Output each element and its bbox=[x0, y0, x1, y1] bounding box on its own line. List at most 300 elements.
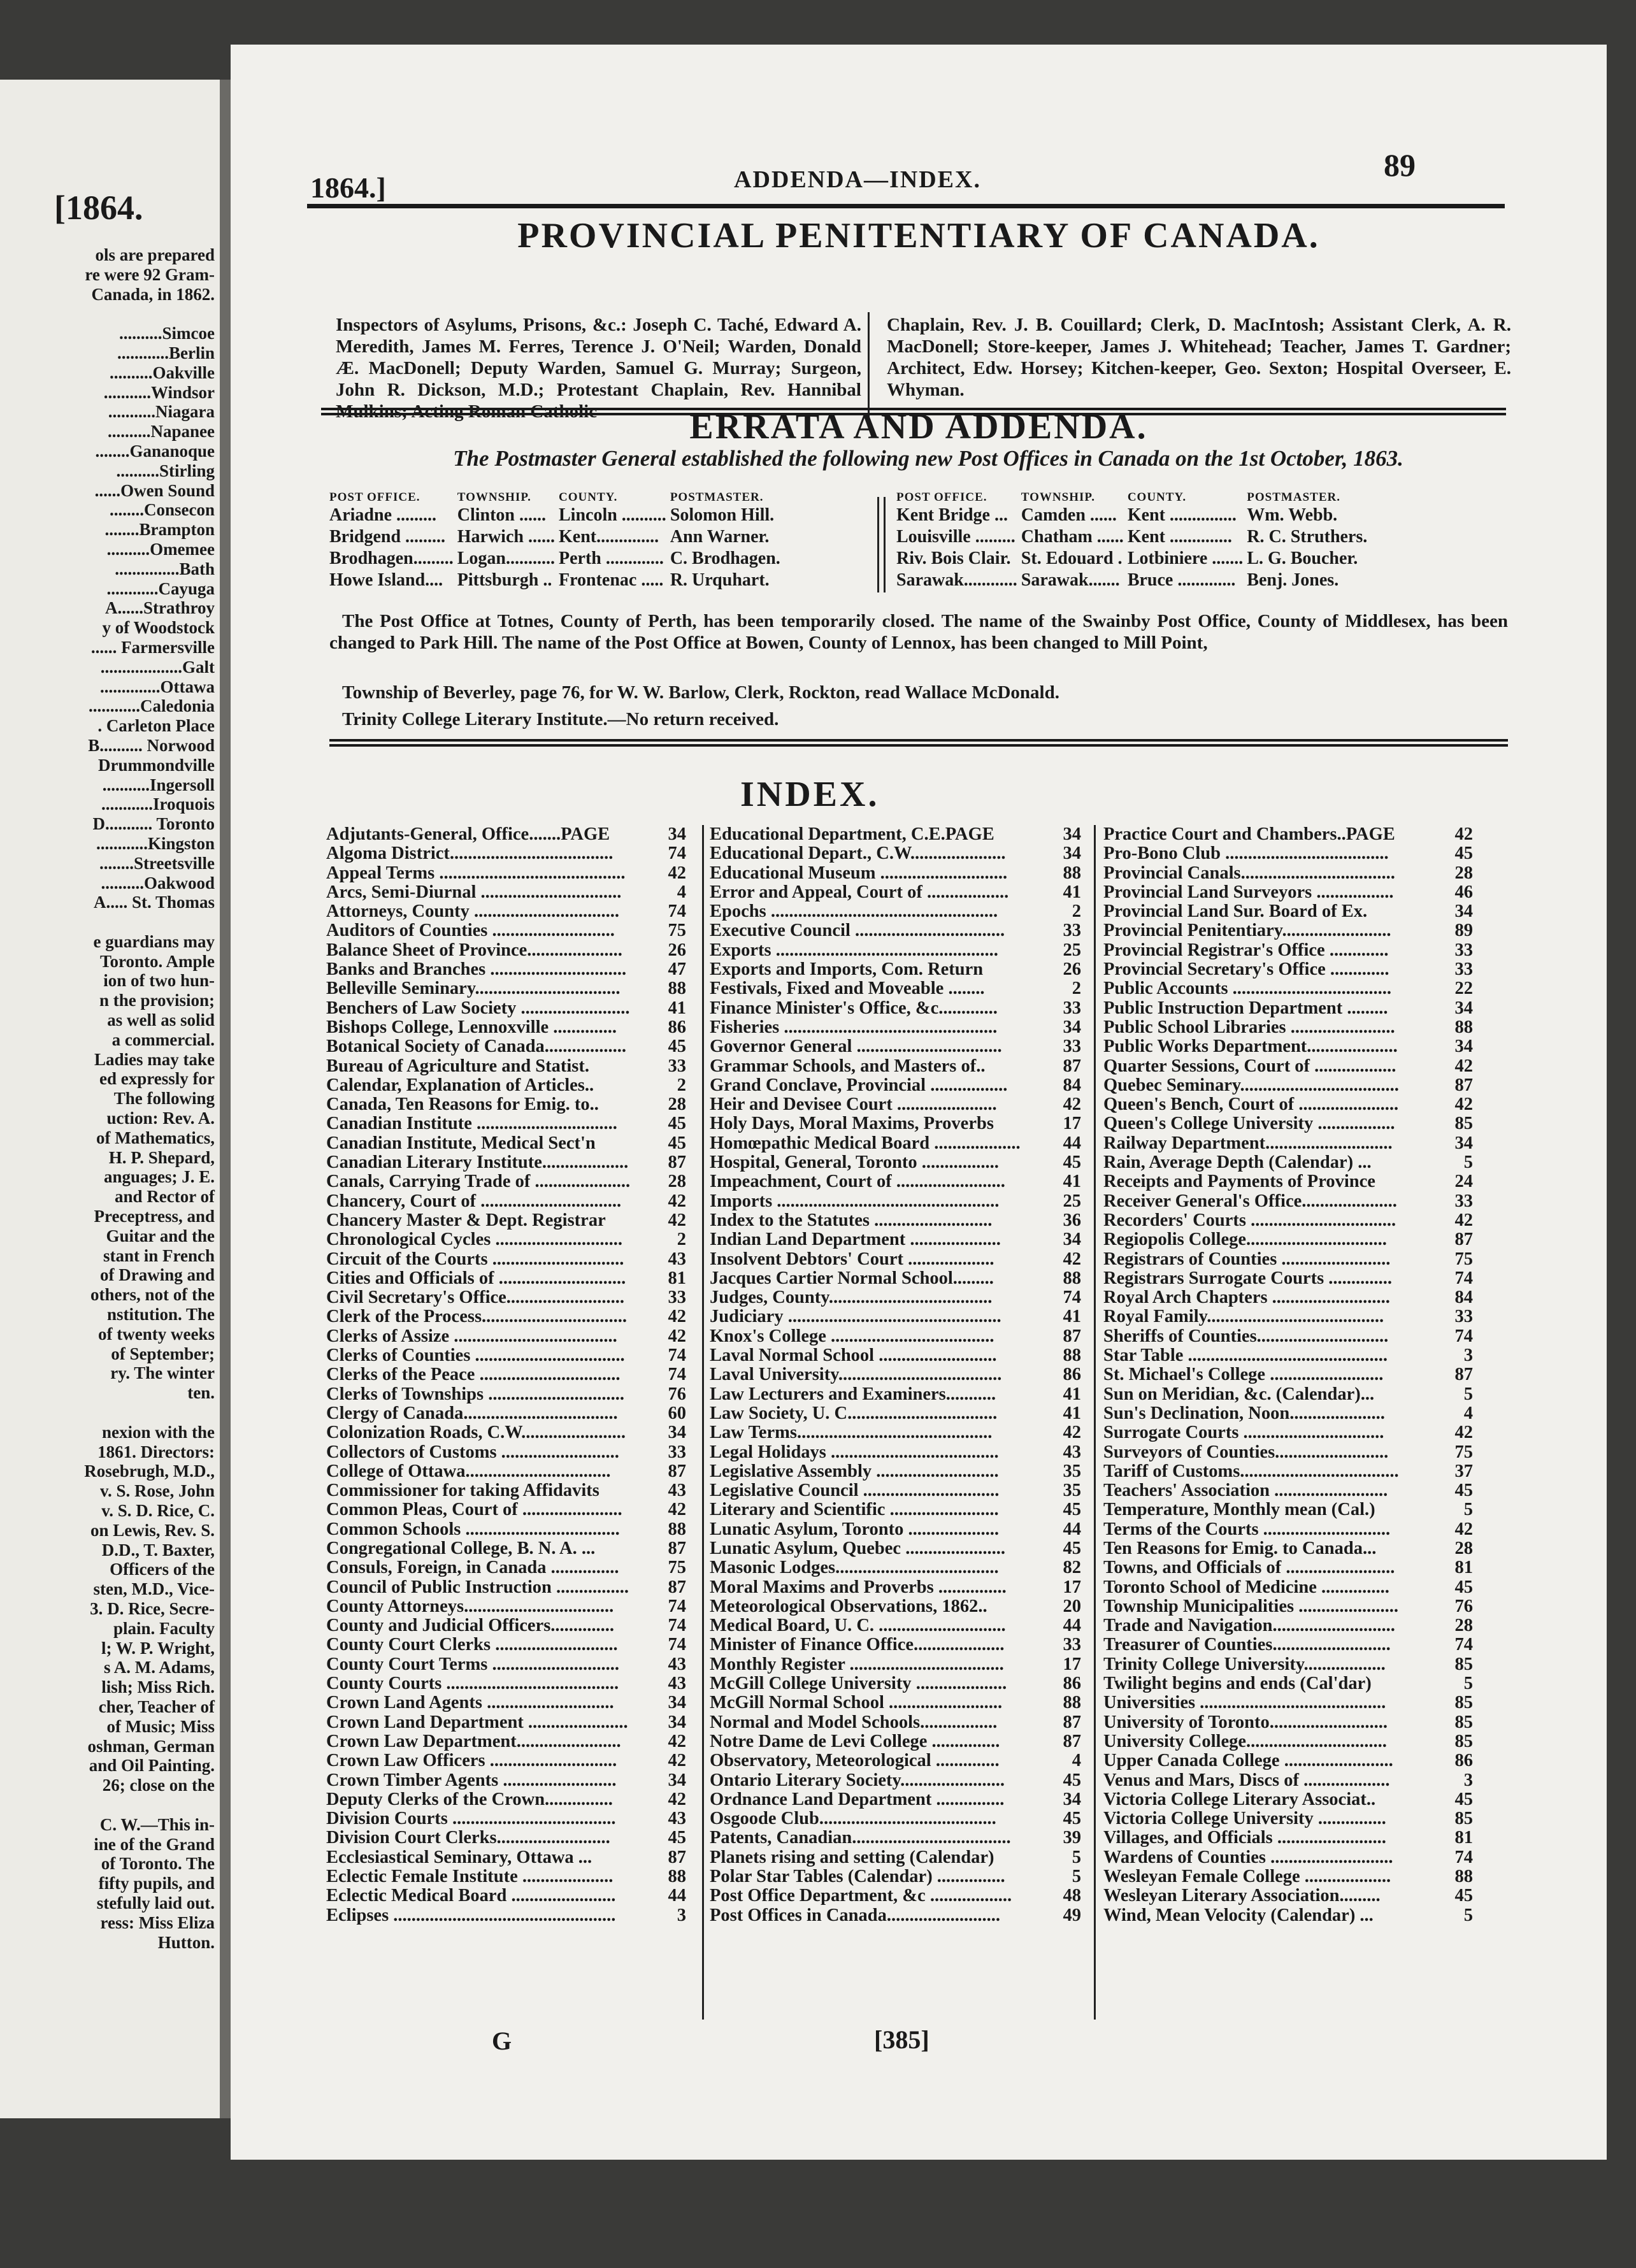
previous-page-line: Ladies may take bbox=[94, 1049, 215, 1069]
index-entry-label: Consuls, Foreign, in Canada ............... bbox=[326, 1558, 619, 1578]
index-entry bbox=[1103, 1867, 1473, 1886]
index-entry-label: Receiver General's Office..................... bbox=[1103, 1191, 1397, 1211]
index-entry-page: 42 bbox=[666, 1211, 687, 1230]
index-entry-page: 86 bbox=[1061, 1365, 1082, 1384]
index-entry bbox=[326, 1771, 686, 1790]
index-entry bbox=[710, 1906, 1081, 1925]
index-entry-label: Monthly Register .................................. bbox=[710, 1654, 1004, 1674]
penitentiary-title: PROVINCIAL PENITENTIARY OF CANADA. bbox=[517, 216, 1320, 255]
index-entry-page: 76 bbox=[1453, 1597, 1474, 1616]
index-entry bbox=[710, 1230, 1081, 1249]
table-cell: Riv. Bois Clair. bbox=[896, 549, 1011, 568]
index-entry bbox=[326, 1443, 686, 1462]
index-entry-label: Educational Department, C.E.PAGE bbox=[710, 825, 994, 844]
index-entry bbox=[326, 1172, 686, 1191]
previous-page-line bbox=[0, 1403, 220, 1423]
previous-page-line: ............Berlin bbox=[117, 343, 215, 362]
index-entry-label: University of Toronto.......................... bbox=[1103, 1712, 1388, 1732]
index-entry bbox=[710, 1211, 1081, 1230]
index-entry-label: Algoma District.................................... bbox=[326, 844, 614, 864]
index-entry-label: Provincial Registrar's Office ............. bbox=[1103, 940, 1389, 960]
index-entry bbox=[710, 1269, 1081, 1288]
index-entry-label: Public Instruction Department ......... bbox=[1103, 998, 1388, 1018]
index-entry bbox=[1103, 1693, 1473, 1712]
index-entry-label: Royal Arch Chapters .......................... bbox=[1103, 1288, 1390, 1308]
index-entry-page: 42 bbox=[666, 1192, 687, 1211]
index-entry-page: 43 bbox=[666, 1674, 687, 1693]
index-entry-page: 74 bbox=[666, 1616, 687, 1635]
previous-page-line bbox=[0, 304, 220, 324]
previous-page-line: sten, M.D., Vice- bbox=[93, 1579, 215, 1599]
index-entry-label: Observatory, Meteorological .............. bbox=[710, 1751, 1000, 1771]
index-entry-page: 5 bbox=[1462, 1500, 1473, 1519]
previous-page-line: A..... St. Thomas bbox=[93, 893, 215, 912]
previous-page-line: Toronto. Ample bbox=[99, 951, 215, 971]
index-entry-label: Queen's College University ................. bbox=[1103, 1114, 1395, 1134]
index-entry-page: 88 bbox=[666, 979, 687, 998]
index-entry bbox=[326, 1037, 686, 1056]
index-entry bbox=[710, 1114, 1081, 1133]
table-cell: Brodhagen......... bbox=[329, 549, 454, 568]
previous-page-line: Canada, in 1862. bbox=[91, 284, 215, 304]
index-entry-label: County Attorneys................................. bbox=[326, 1597, 614, 1616]
index-entry-page: 45 bbox=[1061, 1153, 1082, 1172]
index-entry-label: County Courts ...................................... bbox=[326, 1674, 619, 1694]
index-entry bbox=[1103, 1365, 1473, 1384]
page bbox=[231, 45, 1607, 2160]
index-entry-page: 37 bbox=[1453, 1462, 1474, 1481]
index-entry-label: Insolvent Debtors' Court ................... bbox=[710, 1249, 994, 1269]
index-entry-page: 4 bbox=[1462, 1404, 1473, 1423]
index-entry-page: 33 bbox=[1453, 1307, 1474, 1326]
index-entry-page: 25 bbox=[1061, 1192, 1082, 1211]
index-entry-label: Patents, Canadian................................... bbox=[710, 1828, 1011, 1848]
index-entry-page: 87 bbox=[1061, 1057, 1082, 1076]
index-entry-label: Appeal Terms ......................................... bbox=[326, 863, 626, 883]
index-entry-label: County and Judicial Officers.............. bbox=[326, 1616, 615, 1636]
index-entry-page: 88 bbox=[1061, 1693, 1082, 1712]
index-entry-label: Quebec Seminary................................... bbox=[1103, 1075, 1399, 1095]
index-entry-label: Royal Family....................................... bbox=[1103, 1307, 1384, 1327]
index-entry-label: County Court Clerks ........................... bbox=[326, 1635, 618, 1655]
index-entry-page: 36 bbox=[1061, 1211, 1082, 1230]
index-entry bbox=[326, 941, 686, 960]
index-entry bbox=[326, 1558, 686, 1577]
index-entry-page: 28 bbox=[1453, 1539, 1474, 1558]
table-cell: Logan........... bbox=[457, 549, 555, 568]
index-divider bbox=[1094, 825, 1096, 2020]
index-entry-page: 86 bbox=[666, 1018, 687, 1037]
index-entry bbox=[1103, 1250, 1473, 1269]
index-entry-label: Polar Star Tables (Calendar) ............... bbox=[710, 1867, 1005, 1887]
index-entry bbox=[326, 1616, 686, 1635]
index-entry-label: Tariff of Customs................................... bbox=[1103, 1461, 1399, 1481]
previous-page-line: v. S. D. Rice, C. bbox=[101, 1501, 215, 1520]
index-entry bbox=[326, 1404, 686, 1423]
index-entry-page: 28 bbox=[666, 1095, 687, 1114]
index-entry-page: 42 bbox=[1453, 1211, 1474, 1230]
index-entry-label: Osgoode Club....................................... bbox=[710, 1809, 996, 1829]
index-entry bbox=[1103, 1327, 1473, 1346]
index-entry bbox=[710, 1520, 1081, 1539]
previous-page-line: 3. D. Rice, Secre- bbox=[90, 1598, 215, 1618]
index-entry-page: 49 bbox=[1061, 1906, 1082, 1925]
index-entry-page: 42 bbox=[666, 1327, 687, 1346]
previous-page-line: D.D., T. Baxter, bbox=[101, 1540, 215, 1560]
errata-notice: The Post Office at Totnes, County of Perth, has been temporarily closed. The name of the Swainby Post Office, County of Middlesex, has been changed to Park Hill. The name of the Post Office at Bowen, County of Lennox, has been changed to Mill Point, bbox=[329, 611, 1508, 653]
index-entry-label: Regiopolis College............................... bbox=[1103, 1230, 1387, 1250]
index-entry-page: 88 bbox=[1061, 1269, 1082, 1288]
index-entry-page: 34 bbox=[666, 1771, 687, 1790]
previous-page-line: plain. Faculty bbox=[113, 1618, 215, 1638]
index-entry bbox=[1103, 1616, 1473, 1635]
index-entry bbox=[1103, 1732, 1473, 1751]
index-entry bbox=[710, 1674, 1081, 1693]
index-entry-label: Upper Canada College ........................ bbox=[1103, 1751, 1393, 1771]
index-entry bbox=[326, 1076, 686, 1095]
index-entry-label: Ordnance Land Department ............... bbox=[710, 1790, 1005, 1809]
previous-page-line: ......Owen Sound bbox=[94, 480, 215, 500]
index-entry-label: Adjutants-General, Office.......PAGE bbox=[326, 825, 610, 844]
index-entry-page: 75 bbox=[1453, 1443, 1474, 1462]
index-entry-page: 41 bbox=[1061, 1172, 1082, 1191]
index-entry-page: 74 bbox=[1061, 1288, 1082, 1307]
index-entry bbox=[710, 1288, 1081, 1307]
table-cell: Clinton ...... bbox=[457, 505, 546, 525]
previous-page-line: ...... Farmersville bbox=[90, 637, 215, 657]
index-entry bbox=[326, 883, 686, 902]
index-entry-label: Bureau of Agriculture and Statist. bbox=[326, 1056, 590, 1076]
previous-page-line: ...........Windsor bbox=[103, 382, 215, 402]
index-entry-label: Law Society, U. C................................. bbox=[710, 1403, 998, 1423]
index-entry-label: Post Office Department, &c .................. bbox=[710, 1886, 1012, 1906]
previous-page-line: nexion with the bbox=[101, 1422, 215, 1442]
table-cell: Lotbiniere ....... bbox=[1127, 549, 1244, 568]
index-entry-label: Masonic Lodges.................................... bbox=[710, 1558, 999, 1578]
table-cell: Bridgend ......... bbox=[329, 527, 446, 547]
index-entry bbox=[326, 1732, 686, 1751]
index-entry-label: Railway Department............................ bbox=[1103, 1133, 1393, 1153]
table-cell: Kent .............. bbox=[1127, 527, 1232, 547]
index-entry-page: 81 bbox=[666, 1269, 687, 1288]
index-entry-label: Trade and Navigation........................... bbox=[1103, 1616, 1395, 1636]
index-entry-label: Township Municipalities ...................... bbox=[1103, 1597, 1398, 1616]
index-entry-page: 75 bbox=[1453, 1250, 1474, 1269]
col-header-county: COUNTY. bbox=[559, 491, 618, 504]
table-cell: Chatham ...... bbox=[1021, 527, 1124, 547]
index-entry bbox=[710, 1790, 1081, 1809]
table-cell: Frontenac ..... bbox=[559, 570, 664, 590]
index-entry-label: Council of Public Instruction ................ bbox=[326, 1577, 629, 1597]
table-cell: Louisville ......... bbox=[896, 527, 1015, 547]
index-entry bbox=[710, 1307, 1081, 1326]
index-entry-label: Trinity College University.................. bbox=[1103, 1654, 1386, 1674]
index-entry-label: County Court Terms ............................ bbox=[326, 1654, 619, 1674]
index-entry bbox=[710, 1327, 1081, 1346]
index-entry-label: Canadian Institute, Medical Sect'n bbox=[326, 1133, 596, 1153]
index-entry bbox=[326, 1307, 686, 1326]
index-entry-page: 17 bbox=[1061, 1655, 1082, 1674]
index-entry-page: 45 bbox=[666, 1037, 687, 1056]
index-entry bbox=[326, 1114, 686, 1133]
previous-page-line: anguages; J. E. bbox=[103, 1167, 215, 1187]
index-entry bbox=[710, 1462, 1081, 1481]
index-entry bbox=[710, 1713, 1081, 1732]
index-entry-page: 87 bbox=[1061, 1732, 1082, 1751]
index-entry-page: 42 bbox=[666, 1500, 687, 1519]
index-entry-page: 3 bbox=[675, 1906, 686, 1925]
header-year: 1864.] bbox=[310, 171, 386, 204]
index-entry bbox=[710, 1443, 1081, 1462]
table-row bbox=[329, 505, 784, 526]
index-entry-page: 45 bbox=[1453, 1481, 1474, 1500]
index-entry bbox=[710, 1365, 1081, 1384]
previous-page-line: Preceptress, and bbox=[94, 1207, 215, 1226]
index-entry-label: Rain, Average Depth (Calendar) ... bbox=[1103, 1153, 1372, 1173]
index-entry-page: 17 bbox=[1061, 1114, 1082, 1133]
index-entry-page: 87 bbox=[1453, 1365, 1474, 1384]
index-entry-page: 74 bbox=[666, 1597, 687, 1616]
index-entry-page: 44 bbox=[1061, 1134, 1082, 1153]
index-entry-page: 74 bbox=[666, 1365, 687, 1384]
index-entry bbox=[326, 1153, 686, 1172]
index-entry-page: 5 bbox=[1462, 1153, 1473, 1172]
index-entry-label: Provincial Land Sur. Board of Ex. bbox=[1103, 902, 1368, 922]
col-header-township: TOWNSHIP. bbox=[1021, 491, 1095, 504]
index-entry-page: 33 bbox=[1453, 941, 1474, 960]
errata-title: ERRATA AND ADDENDA. bbox=[689, 407, 1148, 447]
index-entry bbox=[326, 1481, 686, 1500]
index-entry-label: Literary and Scientific ........................ bbox=[710, 1500, 999, 1520]
index-entry bbox=[326, 1346, 686, 1365]
index-entry bbox=[326, 1828, 686, 1848]
index-entry-page: 88 bbox=[666, 1520, 687, 1539]
index-entry-label: Holy Days, Moral Maxims, Proverbs bbox=[710, 1114, 994, 1134]
index-entry-label: Venus and Mars, Discs of ................... bbox=[1103, 1770, 1390, 1790]
previous-page-line: ..........Simcoe bbox=[119, 324, 215, 343]
index-entry-page: 87 bbox=[666, 1153, 687, 1172]
index-entry bbox=[710, 979, 1081, 998]
index-entry bbox=[326, 1057, 686, 1076]
index-entry-label: Surrogate Courts ............................... bbox=[1103, 1423, 1384, 1443]
table-row bbox=[329, 526, 784, 548]
previous-page-line: Guitar and the bbox=[106, 1226, 215, 1245]
index-entry-page: 28 bbox=[1453, 864, 1474, 883]
index-entry-label: Index to the Statutes .......................... bbox=[710, 1210, 993, 1230]
index-entry bbox=[710, 1867, 1081, 1886]
index-entry-label: Canadian Literary Institute................... bbox=[326, 1153, 629, 1173]
index-entry bbox=[710, 1751, 1081, 1770]
index-entry-page: 44 bbox=[1061, 1616, 1082, 1635]
index-entry bbox=[326, 1327, 686, 1346]
previous-page-line: fifty pupils, and bbox=[98, 1874, 215, 1893]
previous-page-line: lish; Miss Rich. bbox=[101, 1677, 215, 1697]
index-entry bbox=[710, 1655, 1081, 1674]
index-entry-label: Clerk of the Process................................ bbox=[326, 1307, 628, 1327]
index-entry-page: 41 bbox=[1061, 1385, 1082, 1404]
index-entry-page: 33 bbox=[666, 1288, 687, 1307]
index-entry-label: Clerks of Counties ................................. bbox=[326, 1346, 625, 1366]
previous-page-line: ten. bbox=[187, 1383, 215, 1403]
index-entry-page: 82 bbox=[1061, 1558, 1082, 1577]
table-cell: Lincoln .......... bbox=[559, 505, 666, 525]
index-entry-page: 42 bbox=[666, 1790, 687, 1809]
index-entry bbox=[710, 1057, 1081, 1076]
table-cell: Benj. Jones. bbox=[1247, 570, 1339, 590]
index-entry bbox=[710, 921, 1081, 940]
index-entry bbox=[326, 1906, 686, 1925]
index-entry-page: 48 bbox=[1061, 1886, 1082, 1906]
index-entry bbox=[326, 844, 686, 863]
index-entry bbox=[326, 1597, 686, 1616]
index-entry-label: Eclectic Medical Board ....................... bbox=[326, 1886, 616, 1906]
index-entry-label: Benchers of Law Society ........................ bbox=[326, 998, 630, 1018]
index-entry bbox=[710, 1848, 1081, 1867]
previous-page-line: ............Cayuga bbox=[106, 578, 215, 598]
index-entry-page: 2 bbox=[675, 1230, 686, 1249]
index-entry-label: Practice Court and Chambers..PAGE bbox=[1103, 825, 1395, 844]
index-entry bbox=[1103, 1558, 1473, 1577]
index-entry bbox=[1103, 864, 1473, 883]
index-entry bbox=[710, 1616, 1081, 1635]
index-entry-page: 84 bbox=[1453, 1288, 1474, 1307]
previous-page-line: ............Iroquois bbox=[101, 794, 215, 814]
index-entry-page: 5 bbox=[1462, 1906, 1473, 1925]
index-entry-page: 34 bbox=[666, 1713, 687, 1732]
index-entry bbox=[1103, 1114, 1473, 1133]
index-entry-label: Festivals, Fixed and Moveable ........ bbox=[710, 979, 985, 999]
index-entry-label: Legislative Assembly ........................... bbox=[710, 1461, 999, 1481]
index-entry-page: 85 bbox=[1453, 1809, 1474, 1828]
index-entry-page: 3 bbox=[1462, 1346, 1473, 1365]
index-entry-page: 42 bbox=[666, 1307, 687, 1326]
index-entry-page: 43 bbox=[666, 1481, 687, 1500]
table-cell: St. Edouard . bbox=[1021, 549, 1123, 568]
index-entry-label: Governor General ................................ bbox=[710, 1037, 1002, 1057]
index-entry-label: Minister of Finance Office.................... bbox=[710, 1635, 1005, 1655]
index-entry-label: Division Court Clerks......................... bbox=[326, 1828, 610, 1848]
table-row bbox=[329, 570, 784, 591]
index-entry bbox=[1103, 1848, 1473, 1867]
previous-page-line: B.......... Norwood bbox=[88, 735, 215, 755]
previous-page-line: cher, Teacher of bbox=[98, 1697, 215, 1716]
index-entry-page: 74 bbox=[666, 1635, 687, 1654]
col-header-post-office: POST OFFICE. bbox=[329, 491, 420, 504]
index-entry bbox=[710, 941, 1081, 960]
previous-page-line: ine of the Grand bbox=[94, 1834, 215, 1854]
index-entry-label: Queen's Bench, Court of ...................... bbox=[1103, 1095, 1399, 1115]
index-entry-page: 35 bbox=[1061, 1462, 1082, 1481]
index-entry-page: 42 bbox=[1453, 1520, 1474, 1539]
index-entry bbox=[326, 1790, 686, 1809]
index-entry bbox=[710, 1095, 1081, 1114]
index-entry-page: 44 bbox=[1061, 1520, 1082, 1539]
previous-page-line: a commercial. bbox=[111, 1030, 215, 1049]
index-entry-page: 33 bbox=[666, 1443, 687, 1462]
col-header-township: TOWNSHIP. bbox=[457, 491, 531, 504]
previous-page-line: uction: Rev. A. bbox=[106, 1109, 215, 1128]
index-entry-label: Clerks of Assize .................................... bbox=[326, 1326, 617, 1346]
previous-page-line: oshman, German bbox=[87, 1736, 215, 1756]
index-entry bbox=[326, 1095, 686, 1114]
index-entry-label: Jacques Cartier Normal School......... bbox=[710, 1268, 994, 1288]
index-entry-page: 33 bbox=[666, 1057, 687, 1076]
index-entry-label: Crown Timber Agents ......................... bbox=[326, 1770, 617, 1790]
index-entry bbox=[326, 1886, 686, 1906]
col-header-postmaster: POSTMASTER. bbox=[1247, 491, 1340, 504]
index-entry bbox=[710, 1635, 1081, 1654]
table-cell: C. Brodhagen. bbox=[670, 549, 780, 568]
index-entry bbox=[1103, 1307, 1473, 1326]
index-entry bbox=[1103, 1539, 1473, 1558]
index-entry bbox=[710, 960, 1081, 979]
index-entry-page: 42 bbox=[1453, 825, 1474, 844]
index-entry-page: 87 bbox=[666, 1539, 687, 1558]
index-entry bbox=[1103, 1346, 1473, 1365]
book-spine bbox=[220, 80, 231, 2118]
index-entry-page: 39 bbox=[1061, 1828, 1082, 1848]
index-entry-page: 88 bbox=[1061, 864, 1082, 883]
index-entry bbox=[710, 864, 1081, 883]
errata-trinity: Trinity College Literary Institute.—No return received. bbox=[342, 709, 779, 729]
index-entry bbox=[326, 1713, 686, 1732]
previous-page-line: Hutton. bbox=[157, 1932, 215, 1952]
index-entry bbox=[326, 1211, 686, 1230]
previous-page-line: ..............Ottawa bbox=[100, 677, 215, 696]
index-entry-page: 34 bbox=[1453, 1037, 1474, 1056]
table-row bbox=[896, 526, 1371, 548]
section-double-rule bbox=[329, 739, 1508, 747]
index-entry-label: Teachers' Association ......................... bbox=[1103, 1481, 1388, 1501]
index-entry bbox=[1103, 979, 1473, 998]
table-cell: Bruce ............. bbox=[1127, 570, 1236, 590]
index-entry-label: Registrars of Counties ........................ bbox=[1103, 1249, 1391, 1269]
index-entry-label: Public School Libraries ....................... bbox=[1103, 1017, 1395, 1037]
index-entry-page: 41 bbox=[1061, 1404, 1082, 1423]
index-entry-page: 42 bbox=[666, 1751, 687, 1770]
index-entry bbox=[1103, 1269, 1473, 1288]
table-cell: Ariadne ......... bbox=[329, 505, 436, 525]
index-entry-page: 28 bbox=[666, 1172, 687, 1191]
previous-page-line: ols are prepared bbox=[95, 245, 215, 264]
index-entry-label: Sheriffs of Counties............................. bbox=[1103, 1326, 1389, 1346]
table-cell: Kent.............. bbox=[559, 527, 659, 547]
index-entry-label: Laval Normal School .......................... bbox=[710, 1346, 997, 1366]
page-number: 89 bbox=[1384, 147, 1416, 183]
index-entry-page: 45 bbox=[666, 1828, 687, 1848]
previous-page-line: ...............Bath bbox=[115, 559, 215, 578]
index-entry-page: 4 bbox=[1070, 1751, 1081, 1770]
index-title: INDEX. bbox=[740, 775, 880, 814]
previous-page-line: of Music; Miss bbox=[106, 1716, 215, 1736]
previous-page-line: s A. M. Adams, bbox=[103, 1658, 215, 1677]
index-entry-page: 74 bbox=[666, 844, 687, 863]
index-entry bbox=[710, 999, 1081, 1018]
col-header-post-office: POST OFFICE. bbox=[896, 491, 987, 504]
previous-page-line: stant in French bbox=[103, 1245, 215, 1265]
index-entry-page: 33 bbox=[1061, 1037, 1082, 1056]
index-entry bbox=[710, 1693, 1081, 1712]
index-entry-page: 24 bbox=[1453, 1172, 1474, 1191]
index-entry-label: Judiciary ............................................... bbox=[710, 1307, 1001, 1327]
index-entry bbox=[1103, 999, 1473, 1018]
index-entry bbox=[1103, 1134, 1473, 1153]
index-entry-page: 88 bbox=[1061, 1346, 1082, 1365]
index-entry-label: Registrars Surrogate Courts .............. bbox=[1103, 1268, 1393, 1288]
signature-mark: G bbox=[492, 2027, 512, 2055]
previous-page-line: y of Woodstock bbox=[102, 618, 215, 638]
index-entry-label: Star Table ............................................ bbox=[1103, 1346, 1388, 1366]
